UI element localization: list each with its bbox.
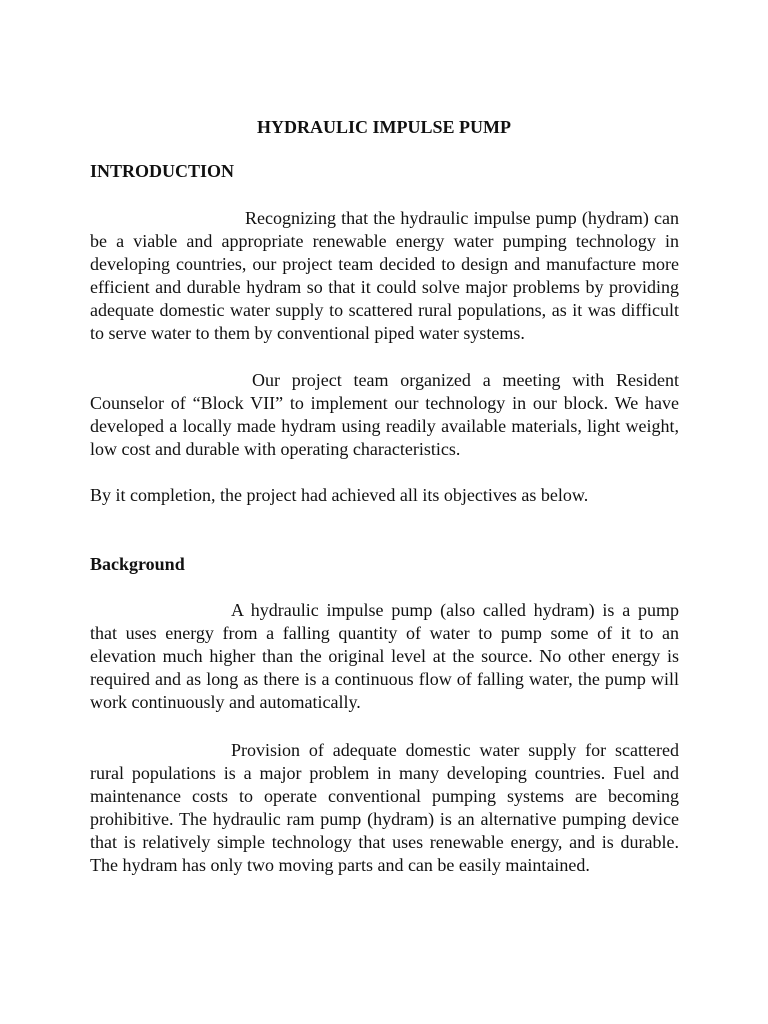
background-heading: Background — [90, 554, 185, 574]
introduction-paragraph-1: Recognizing that the hydraulic impulse pump (hydram) can be a viable and appropriate renewable energy water pumping technology in developing countries, our project team decided to design and manufacture more efficient and durable hydram so that it could solve major problems by providing adequate domestic water supply to scattered rural populations, as it was difficult to serve water to them by conventional piped water systems. — [90, 208, 679, 344]
introduction-paragraph-2: Our project team organized a meeting with Resident Counselor of “Block VII” to implement our technology in our block. We have developed a locally made hydram using readily available materials, light weight, low cost and durable with operating characteristics. — [90, 370, 679, 460]
introduction-heading: INTRODUCTION — [90, 161, 235, 181]
background-paragraph-2: Provision of adequate domestic water supply for scattered rural populations is a major problem in many developing countries. Fuel and maintenance costs to operate conventional pumping systems are becoming prohibitive. The hydraulic ram pump (hydram) is an alternative pumping device that is relatively simple technology that uses renewable energy, and is durable. The hydram has only two moving parts and can be easily maintained. — [90, 740, 679, 876]
background-paragraph-1: A hydraulic impulse pump (also called hydram) is a pump that uses energy from a falling quantity of water to pump some of it to an elevation much higher than the original level at the source. No other energy is required and as long as there is a continuous flow of falling water, the pump will work continuously and automatically. — [90, 600, 679, 713]
introduction-paragraph-3: By it completion, the project had achieved all its objectives as below. — [90, 485, 589, 505]
document-title: HYDRAULIC IMPULSE PUMP — [257, 117, 511, 137]
